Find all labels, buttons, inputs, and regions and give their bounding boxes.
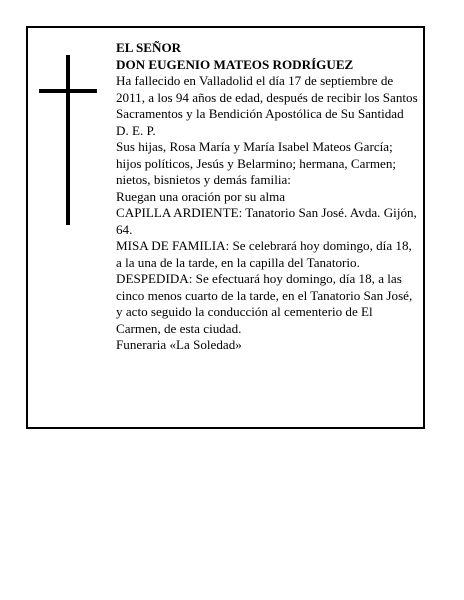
- prayer-request: Ruegan una oración por su alma: [116, 188, 286, 204]
- notice-body: [116, 40, 418, 354]
- latin-cross-icon: [39, 55, 97, 225]
- mass-info: MISA DE FAMILIA: Se celebrará hoy domingo, día 18, a la una de la tarde, en la capilla del Tanatorio.: [116, 238, 412, 270]
- cross-vertical-bar: [66, 55, 70, 225]
- notice-title: EL SEÑOR: [116, 40, 182, 55]
- family-list: Sus hijas, Rosa María y María Isabel Mateos García; hijos políticos, Jesús y Belarmino; hermana, Carmen; nietos, bisnietos y demás familia:: [116, 139, 397, 187]
- farewell-info: DESPEDIDA: Se efectuará hoy domingo, día 18, a las cinco menos cuarto de la tarde, en el Tanatorio San José, y acto seguido la conducción al cementerio de El Carmen, de esta ciudad.: [116, 271, 413, 336]
- rip-line: D. E. P.: [116, 122, 156, 138]
- death-announcement: Ha fallecido en Valladolid el día 17 de septiembre de 2011, a los 94 años de edad, después de recibir los Santos Sacramentos y la Bendición Apostólica de Su Santidad: [116, 73, 418, 121]
- deceased-name: DON EUGENIO MATEOS RODRÍGUEZ: [116, 56, 354, 72]
- obituary-notice: [26, 26, 425, 429]
- cross-horizontal-bar: [39, 89, 97, 93]
- funeral-home: Funeraria «La Soledad»: [116, 337, 242, 352]
- chapel-info: CAPILLA ARDIENTE: Tanatorio San José. Avda. Gijón, 64.: [116, 205, 417, 237]
